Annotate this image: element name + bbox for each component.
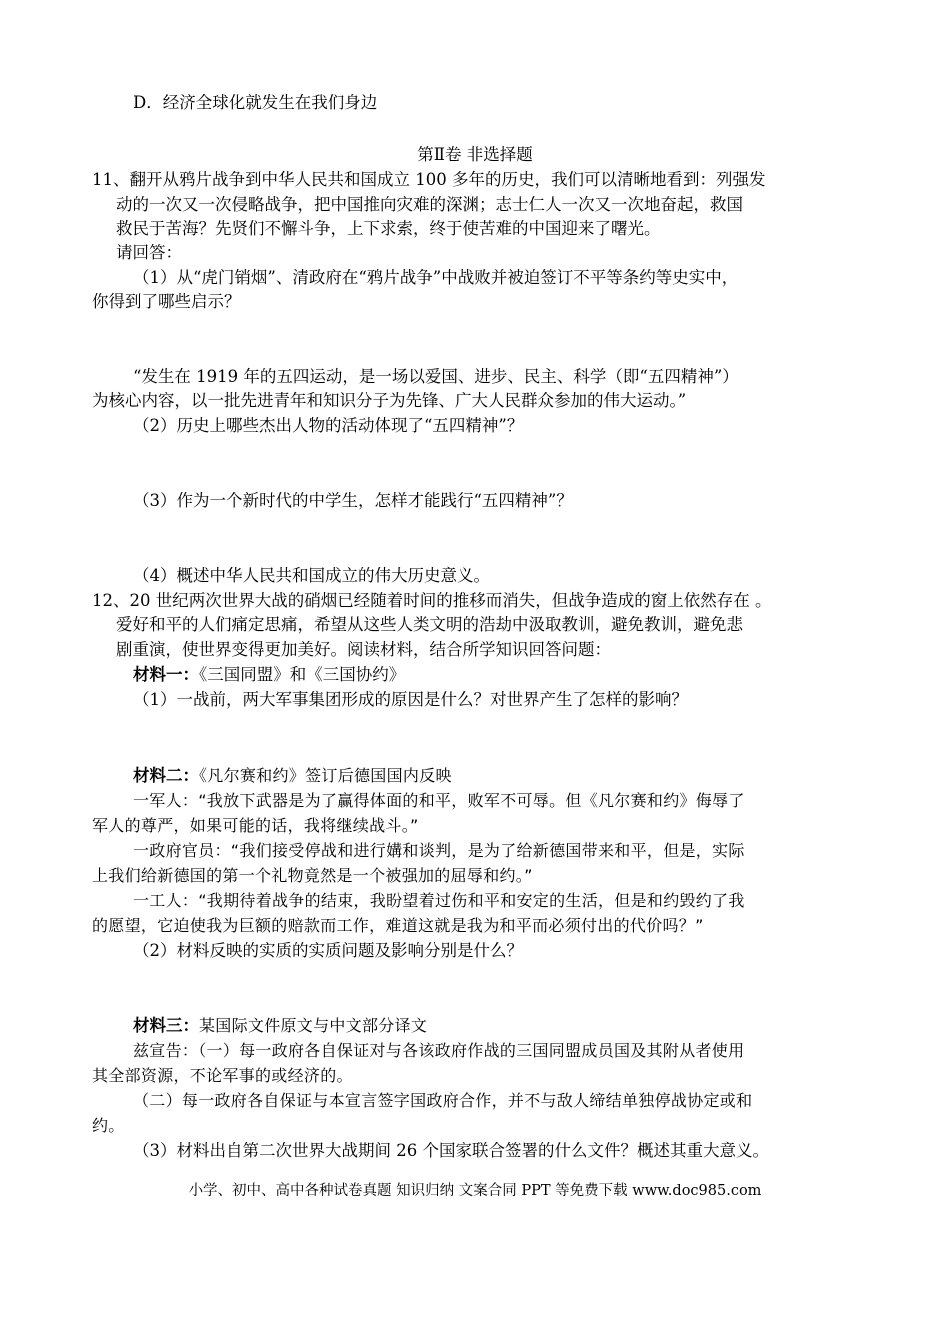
material-3-label: 材料三： — [133, 1016, 199, 1035]
material-1-text: 《三国同盟》和《三国协约》 — [199, 665, 406, 684]
q12-part1: （1）一战前，两大军事集团形成的原因是什么？对世界产生了怎样的影响？ — [133, 690, 688, 709]
q11-part1-line-2: 你得到了哪些启示？ — [92, 292, 241, 311]
q11-part2: （2）历史上哪些杰出人物的活动体现了“五四精神”？ — [133, 416, 524, 435]
q12-line-3: 剧重演，使世界变得更加美好。阅读材料，结合所学知识回答问题： — [116, 640, 611, 659]
q12-part3: （3）材料出自第二次世界大战期间 26 个国家联合签署的什么文件？概述其重大意义。 — [133, 1141, 769, 1160]
material-1-label: 材料一： — [133, 665, 199, 684]
q11-line-3: 救民于苦海？先贤们不懈斗争，上下求索，终于使苦难的中国迎来了曙光。 — [116, 219, 661, 238]
material-2-label: 材料二： — [133, 766, 199, 785]
declaration-line-2: 其全部资源，不论军事的或经济的。 — [92, 1066, 353, 1085]
worker-quote-line-1: 一工人：“我期待着战争的结束，我盼望着过伤和平和安定的生活，但是和约毁约了我 — [133, 891, 745, 910]
q11-quote-line-1: “发生在 1919 年的五四运动，是一场以爱国、进步、民主、科学（即“五四精神”） — [133, 367, 739, 386]
option-d: D．经济全球化就发生在我们身边 — [133, 93, 378, 112]
material-2-text: 《凡尔赛和约》签订后德国国内反映 — [199, 766, 452, 785]
q11-quote-line-2: 为核心内容，以一批先进青年和知识分子为先锋、广大人民群众参加的伟大运动。” — [92, 391, 687, 410]
official-quote-line-2: 上我们给新德国的第一个礼物竟然是一个被强加的屈辱和约。” — [92, 866, 533, 885]
material-3-text: 某国际文件原文与中文部分译文 — [199, 1016, 428, 1035]
q12-material-1 — [133, 667, 405, 684]
q11-line-2: 动的一次又一次侵略战争，把中国推向灾难的深渊；志士仁人一次又一次地奋起，救国 — [116, 195, 743, 214]
declaration-line-1: 兹宣告：（一）每一政府各自保证对与各该政府作战的三国同盟成员国及其附从者使用 — [133, 1041, 745, 1060]
declaration-line-4: 约。 — [92, 1116, 125, 1135]
soldier-quote-line-2: 军人的尊严，如果可能的话，我将继续战斗。” — [92, 816, 419, 835]
section-title: 第Ⅱ卷 非选择题 — [417, 145, 533, 164]
q11-line-4: 请回答： — [116, 243, 182, 262]
q12-material-2 — [133, 768, 452, 785]
page-footer: 小学、初中、高中各种试卷真题 知识归纳 文案合同 PPT 等免费下载 www.doc985.com — [188, 1183, 762, 1199]
q11-part1-line-1: （1）从“虎门销烟”、清政府在“鸦片战争”中战败并被迫签订不平等条约等史实中， — [133, 268, 739, 287]
q12-line-1: 12、20 世纪两次世界大战的硝烟已经随着时间的推移而消失，但战争造成的窗上依然存在 。 — [92, 591, 772, 610]
q12-line-2: 爱好和平的人们痛定思痛，希望从这些人类文明的浩劫中汲取教训，避免教训，避免悲 — [116, 615, 743, 634]
worker-quote-line-2: 的愿望，它迫使我为巨额的赔款而工作，难道这就是我为和平而必须付出的代价吗？” — [92, 916, 704, 935]
official-quote-line-1: 一政府官员：“我们接受停战和进行媾和谈判，是为了给新德国带来和平，但是，实际 — [133, 841, 745, 860]
declaration-line-3: （二）每一政府各自保证与本宣言签字国政府合作，并不与敌人缔结单独停战协定或和 — [133, 1091, 753, 1110]
q11-line-1: 11、翻开从鸦片战争到中华人民共和国成立 100 多年的历史，我们可以清晰地看到：列强发 — [92, 170, 766, 189]
soldier-quote-line-1: 一军人：“我放下武器是为了赢得体面的和平，败军不可辱。但《凡尔赛和约》侮辱了 — [133, 791, 745, 810]
q12-material-3 — [133, 1018, 427, 1035]
q11-part3: （3）作为一个新时代的中学生，怎样才能践行“五四精神”？ — [133, 491, 573, 510]
q12-part2: （2）材料反映的实质的实质问题及影响分别是什么？ — [133, 941, 523, 960]
q11-part4: （4）概述中华人民共和国成立的伟大历史意义。 — [133, 566, 490, 585]
